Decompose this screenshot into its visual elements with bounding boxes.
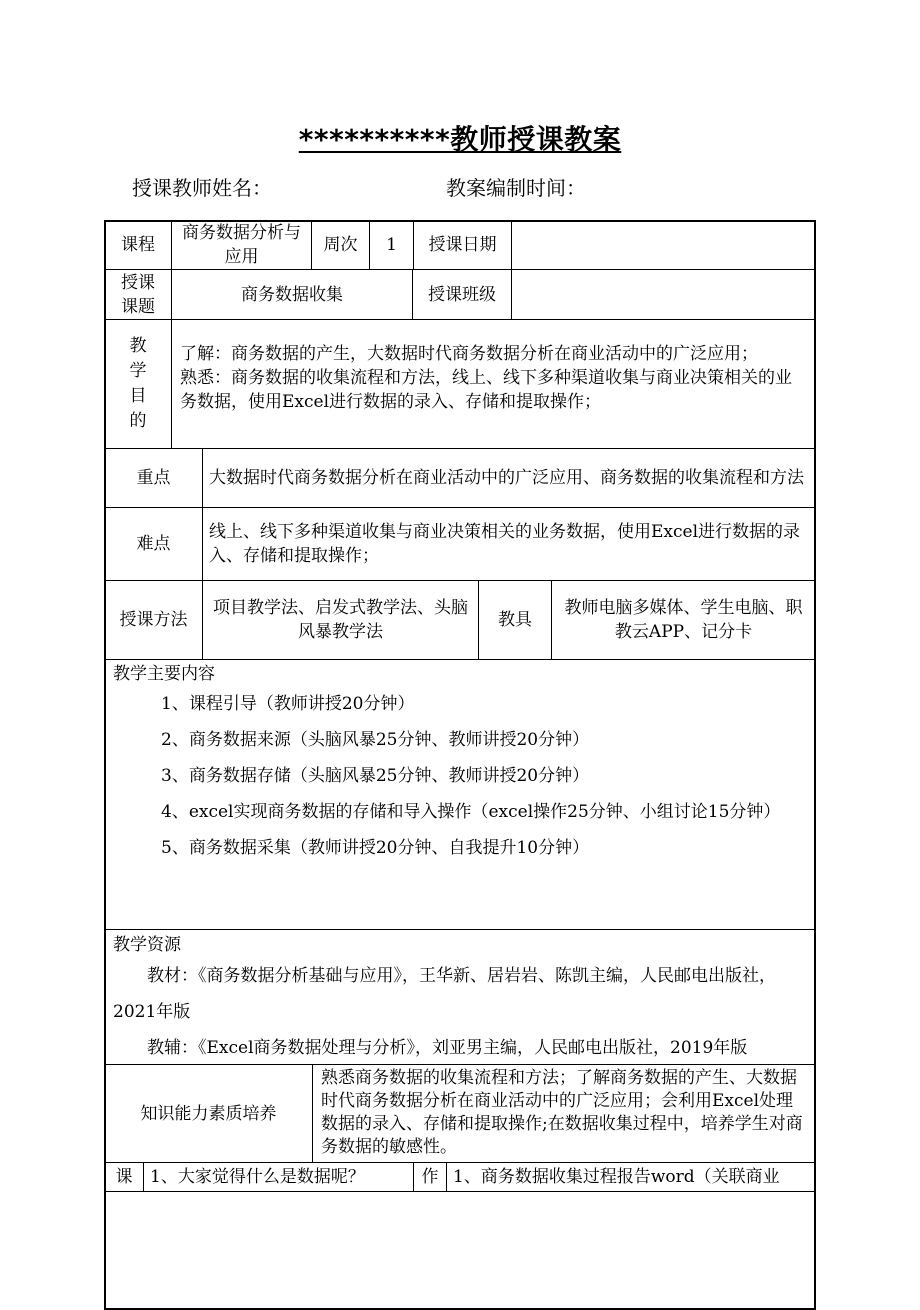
topic-value: 商务数据收集 [171, 269, 413, 320]
course-value: 商务数据分析与应用 [171, 220, 312, 270]
last-row-text-right: 1、商务数据收集过程报告word（关联商业 [446, 1162, 816, 1192]
tools-label: 教具 [478, 580, 552, 660]
key-point-label: 重点 [104, 448, 203, 508]
date-label: 授课日期 [413, 220, 512, 270]
difficulty-label: 难点 [104, 507, 203, 581]
content-item-3: 3、商务数据存储（头脑风暴25分钟、教师讲授20分钟） [161, 766, 590, 786]
last-row-label-right: 作 [413, 1162, 447, 1192]
resources-section [104, 929, 816, 1065]
method-text: 项目教学法、启发式教学法、头脑风暴教学法 [202, 580, 479, 660]
week-label: 周次 [311, 220, 370, 270]
content-item-4: 4、excel实现商务数据的存储和导入操作（excel操作25分钟、小组讨论15分钟） [161, 802, 781, 822]
class-value [511, 269, 816, 320]
week-value: 1 [369, 220, 414, 270]
lesson-plan-table [104, 220, 816, 1302]
objective-line-2: 熟悉：商务数据的收集流程和方法，线上、线下多种渠道收集与商业决策相关的业务数据，使用Excel进行数据的录入、存储和提取操作； [180, 368, 792, 412]
class-label: 授课班级 [412, 269, 512, 320]
resources-textbook: 教材：《商务数据分析基础与应用》，王华新、居岩岩、陈凯主编，人民邮电出版社，2021年版 [113, 966, 776, 1022]
content-label: 教学主要内容 [113, 664, 215, 684]
last-row-label-left: 课 [104, 1162, 144, 1192]
topic-label: 授课课题 [104, 269, 172, 320]
compile-time-label: 教案编制时间： [446, 176, 586, 200]
content-item-1: 1、课程引导（教师讲授20分钟） [161, 694, 415, 714]
page-title: **********教师授课教案 [298, 123, 622, 156]
objective-line-1: 了解：商务数据的产生，大数据时代商务数据分析在商业活动中的广泛应用； [180, 344, 758, 364]
resources-label: 教学资源 [113, 935, 181, 955]
content-item-2: 2、商务数据来源（头脑风暴25分钟、教师讲授20分钟） [161, 730, 590, 750]
resources-supplement: 教辅：《Excel商务数据处理与分析》，刘亚男主编，人民邮电出版社，2019年版 [147, 1038, 748, 1058]
course-label: 课程 [104, 220, 172, 270]
ability-text: 熟悉商务数据的收集流程和方法；了解商务数据的产生、大数据时代商务数据分析在商业活动中的广泛应用；会利用Excel处理数据的录入、存储和提取操作;在数据收集过程中，培养学生对商务数据的敏感性。 [312, 1064, 816, 1163]
content-section [104, 659, 816, 930]
content-item-5: 5、商务数据采集（教师讲授20分钟、自我提升10分钟） [161, 838, 590, 858]
difficulty-text: 线上、线下多种渠道收集与商业决策相关的业务数据，使用Excel进行数据的录入、存储和提取操作； [202, 507, 816, 581]
teacher-name-label: 授课教师姓名： [132, 176, 272, 200]
method-label: 授课方法 [104, 580, 203, 660]
key-point-text: 大数据时代商务数据分析在商业活动中的广泛应用、商务数据的收集流程和方法 [202, 448, 816, 508]
last-row-text-left: 1、大家觉得什么是数据呢？ [143, 1162, 414, 1192]
objective-label: 教学目的 [104, 319, 172, 449]
date-value [511, 220, 816, 270]
ability-label: 知识能力素质培养 [104, 1064, 313, 1163]
objective-content [171, 319, 816, 449]
tools-text: 教师电脑多媒体、学生电脑、职教云APP、记分卡 [551, 580, 816, 660]
